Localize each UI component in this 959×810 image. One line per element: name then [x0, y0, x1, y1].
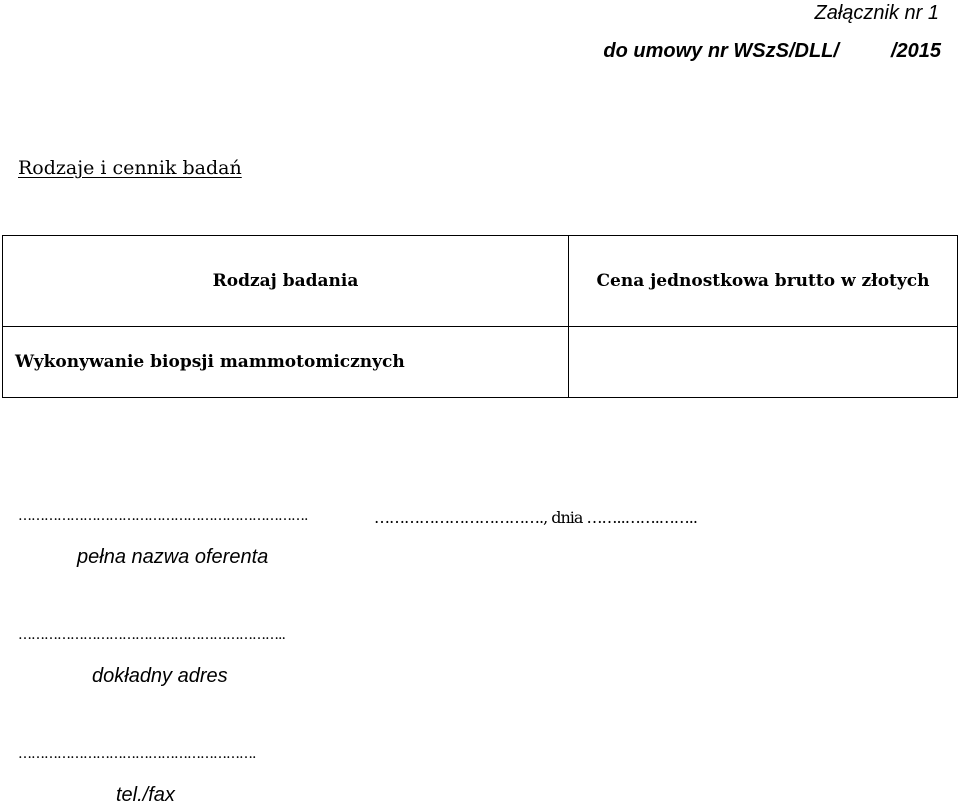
section-heading: Rodzaje i cennik badań	[18, 157, 242, 179]
price-table	[2, 235, 958, 398]
table-row	[3, 327, 958, 398]
cell-price	[569, 327, 958, 398]
date-line: ……………………………., dnia ……..…….……..	[374, 508, 697, 527]
header-unit-price: Cena jednostkowa brutto w złotych	[569, 236, 958, 327]
header-exam-type: Rodzaj badania	[3, 236, 569, 327]
contract-ref-right: /2015	[890, 40, 941, 62]
name-label: pełna nazwa oferenta	[77, 546, 269, 568]
address-label: dokładny adres	[92, 665, 228, 687]
phone-label: tel./fax	[116, 784, 175, 806]
address-dots: ……………………………………………………..	[18, 627, 285, 643]
contract-ref-left: do umowy nr WSzS/DLL/	[603, 40, 839, 62]
contract-reference	[603, 40, 941, 63]
annex-title: Załącznik nr 1	[814, 2, 939, 24]
phone-dots: ……………………………………………….	[18, 746, 256, 762]
name-dots: ………………………………………………………….	[18, 508, 308, 524]
cell-exam-name: Wykonywanie biopsji mammotomicznych	[3, 327, 569, 398]
table-header-row	[3, 236, 958, 327]
